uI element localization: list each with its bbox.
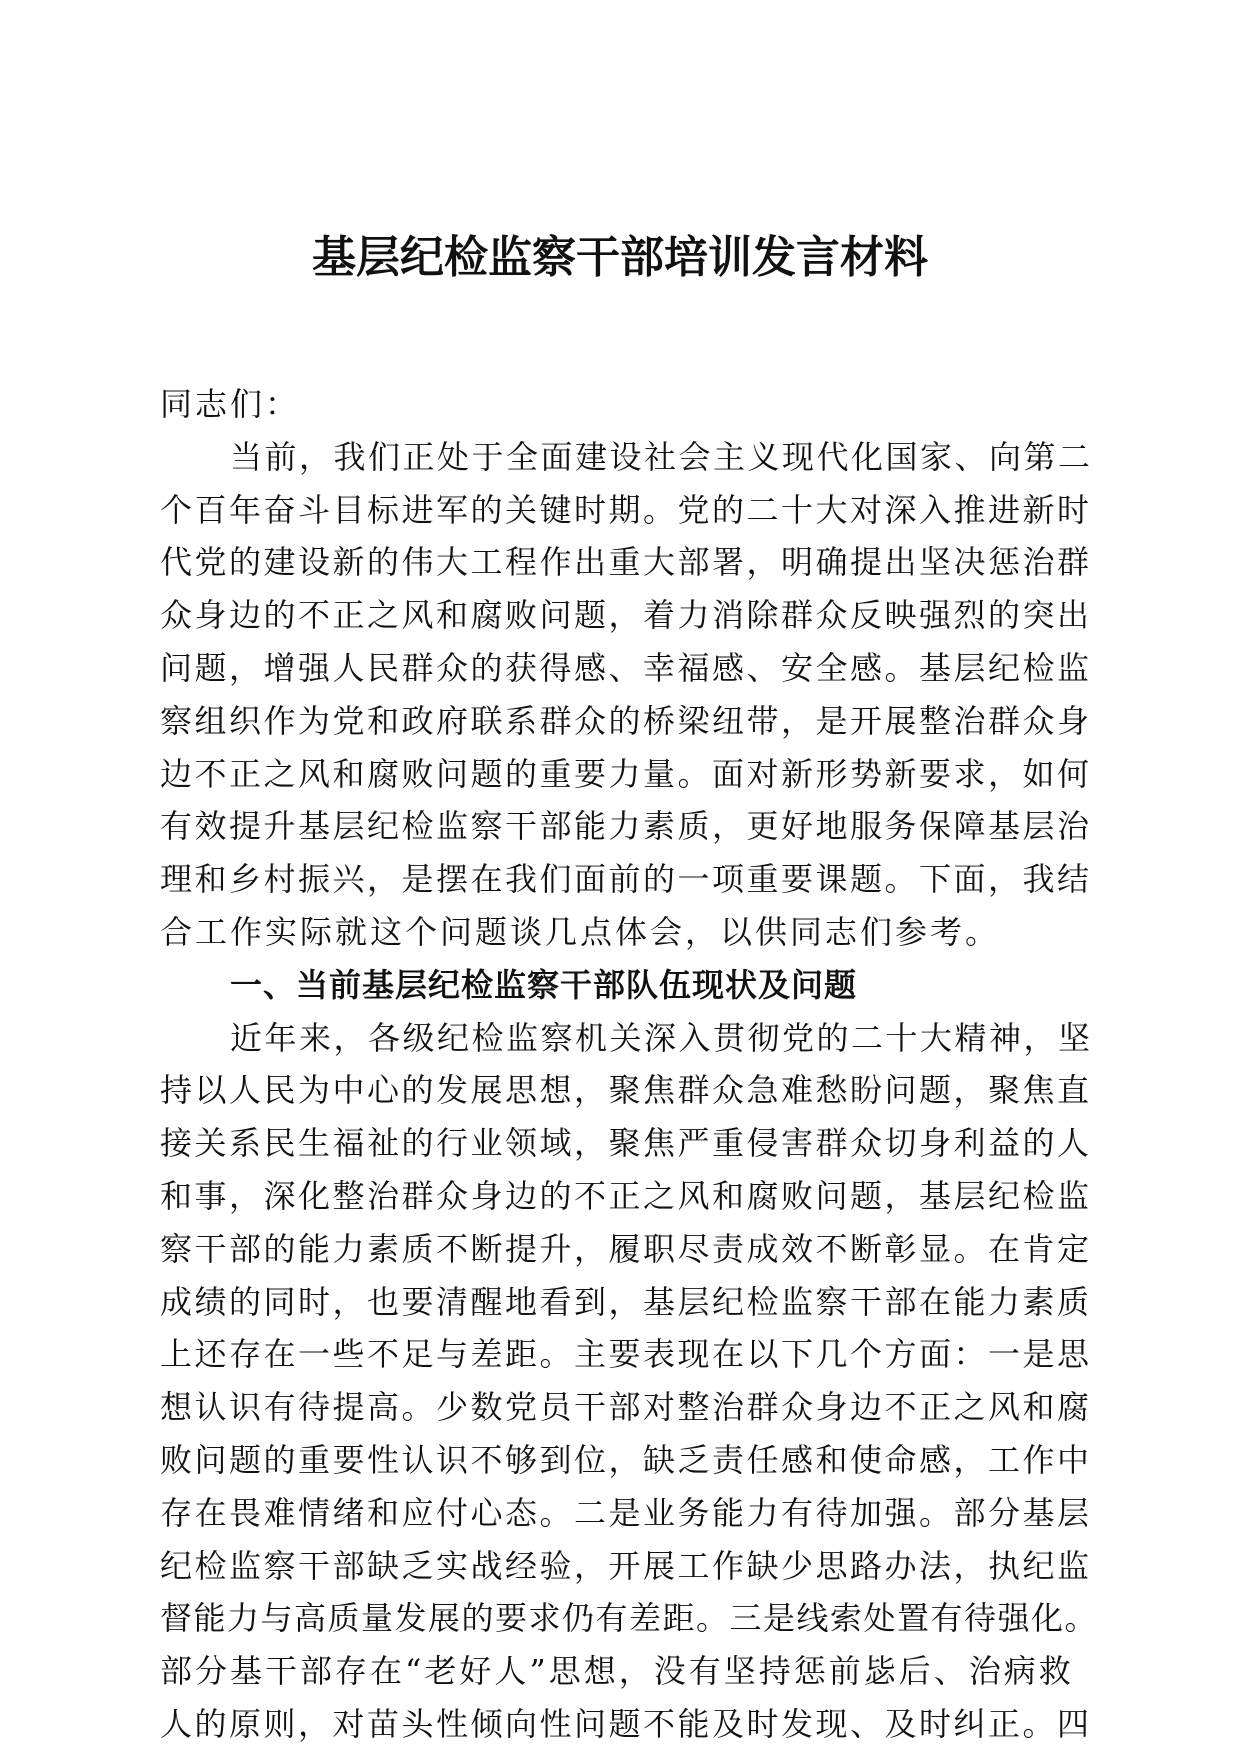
text-line: 接关系民生福祉的行业领域，聚焦严重侵害群众切身利益的人: [160, 1124, 1092, 1163]
text-line: 理和乡村振兴，是摆在我们面前的一项重要课题。下面，我结: [160, 860, 1092, 899]
text-line: 当前，我们正处于全面建设社会主义现代化国家、向第二: [230, 437, 1093, 476]
text-line: 边不正之风和腐败问题的重要力量。面对新形势新要求，如何: [160, 754, 1092, 793]
text-line: 想认识有待提高。少数党员干部对整治群众身边不正之风和腐: [160, 1388, 1092, 1427]
document-title: 基层纪检监察干部培训发言材料: [312, 232, 928, 283]
text-line: 合工作实际就这个问题谈几点体会，以供同志们参考。: [160, 912, 1001, 951]
text-line: 有效提升基层纪检监察干部能力素质，更好地服务保障基层治: [160, 807, 1092, 846]
text-line: 存在畏难情绪和应付心态。二是业务能力有待加强。部分基层: [160, 1493, 1092, 1532]
section-heading: 一、当前基层纪检监察干部队伍现状及问题: [230, 965, 858, 1004]
text-line: 纪检监察干部缺乏实战经验，开展工作缺少思路办法，执纪监: [160, 1546, 1092, 1585]
document-body: [160, 378, 1099, 1751]
text-line: 持以人民为中心的发展思想，聚焦群众急难愁盼问题，聚焦直: [160, 1071, 1092, 1110]
text-line: 督能力与高质量发展的要求仍有差距。三是线索处置有待强化。: [160, 1599, 1099, 1638]
text-line: 成绩的同时，也要清醒地看到，基层纪检监察干部在能力素质: [160, 1282, 1092, 1321]
text-line: 众身边的不正之风和腐败问题，着力消除群众反映强烈的突出: [160, 596, 1092, 635]
text-line: 败问题的重要性认识不够到位，缺乏责任感和使命感，工作中: [160, 1440, 1092, 1479]
text-line: 察组织作为党和政府联系群众的桥梁纽带，是开展整治群众身: [160, 701, 1092, 740]
text-line: 问题，增强人民群众的获得感、幸福感、安全感。基层纪检监: [160, 648, 1092, 687]
text-line: 上还存在一些不足与差距。主要表现在以下几个方面：一是思: [160, 1335, 1092, 1374]
text-line: 人的原则，对苗头性倾向性问题不能及时发现、及时纠正。四: [160, 1704, 1092, 1743]
text-line: 近年来，各级纪检监察机关深入贯彻党的二十大精神，坚: [230, 1018, 1093, 1057]
text-line: 和事，深化整治群众身边的不正之风和腐败问题，基层纪检监: [160, 1176, 1092, 1215]
text-line: 个百年奋斗目标进军的关键时期。党的二十大对深入推进新时: [160, 490, 1092, 529]
text-line: 察干部的能力素质不断提升，履职尽责成效不断彰显。在肯定: [160, 1229, 1092, 1268]
text-line: 部分基干部存在“老好人”思想，没有坚持惩前毖后、治病救: [160, 1652, 1074, 1691]
text-line: 同志们：: [160, 385, 301, 423]
text-line: 代党的建设新的伟大工程作出重大部署，明确提出坚决惩治群: [160, 543, 1092, 582]
